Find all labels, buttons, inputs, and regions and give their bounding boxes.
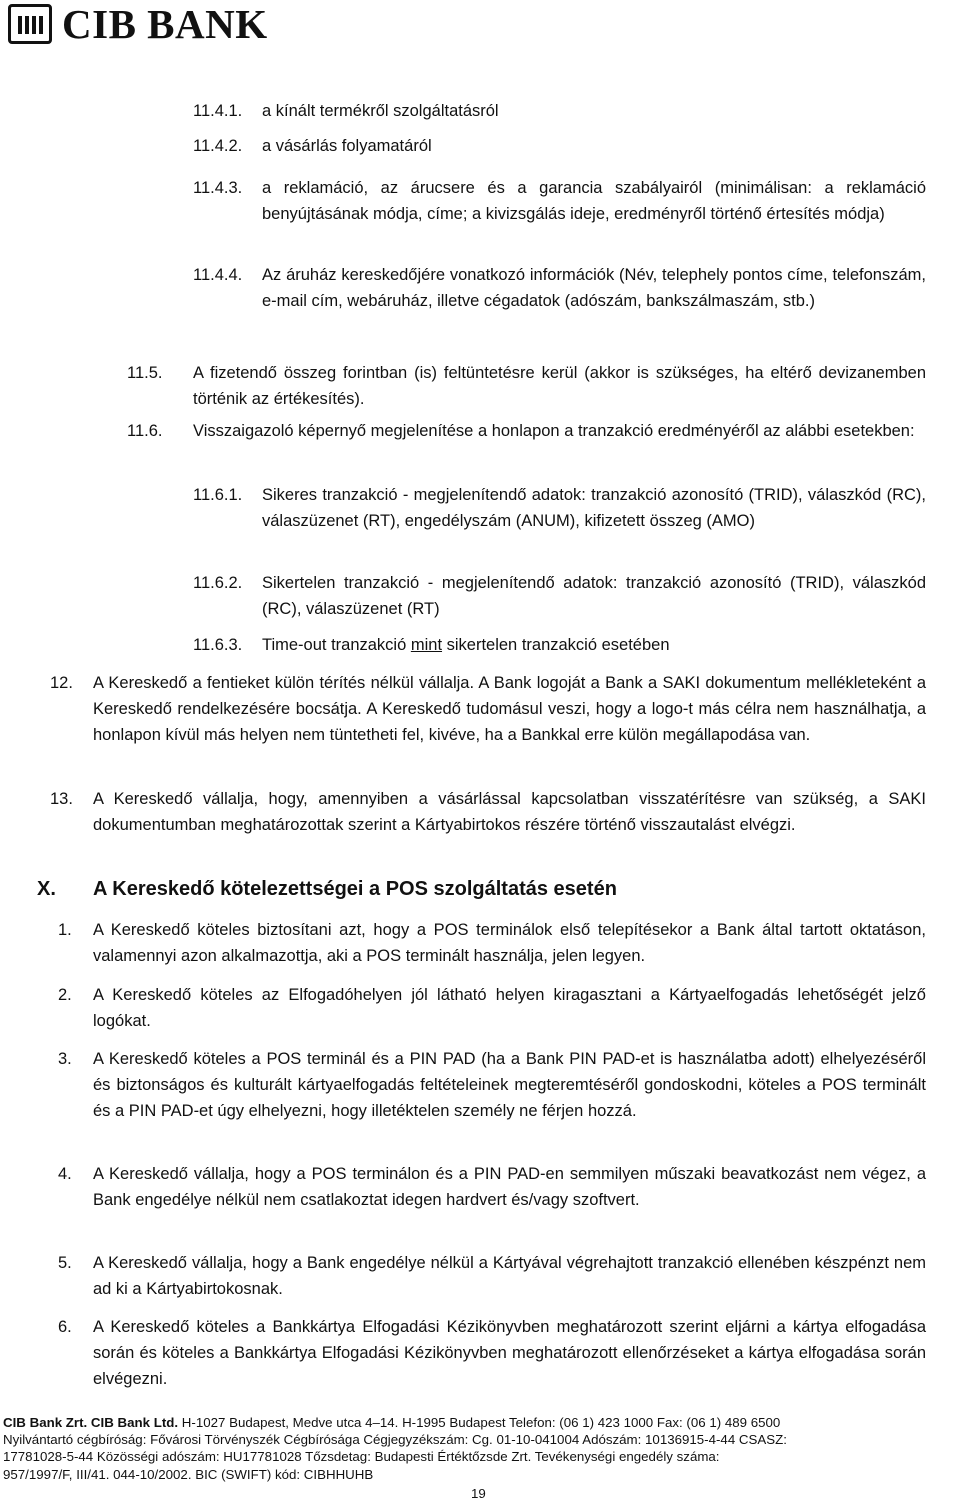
list-item-text: A Kereskedő köteles a Bankkártya Elfogadási Kézikönyvben meghatározott szerint eljárni a kártya elfogadása során és köteles a Bankkártya Elfogadási Kézikönyvben meghatározott ellenőrzéseket a kártya elfogadása során elvégezni. <box>93 1318 926 1388</box>
list-item-text: A Kereskedő vállalja, hogy a Bank engedélye nélkül a Kártyával végrehajtott tranzakció ellenében készpénzt nem ad ki a Kártyabirtokosnak. <box>93 1254 926 1298</box>
bank-logo <box>8 2 268 46</box>
item-number: 11.6. <box>127 422 163 440</box>
item-text-after: sikertelen tranzakció esetében <box>442 636 670 654</box>
footer-line-4: 957/1997/F, III/41. 044-10/2002. BIC (SWIFT) kód: CIBHHUHB <box>3 1466 374 1482</box>
item-number: 11.4.4. <box>193 266 243 284</box>
list-item-number: 1. <box>58 921 72 939</box>
item-number: 11.6.3. <box>193 636 243 654</box>
list-item-text: A Kereskedő köteles a POS terminál és a PIN PAD (ha a Bank PIN PAD-et is használatba adott) elhelyezéséről és biztonságos és kulturált kártyaelfogadás feltételeinek megteremtéséről gondoskodni, köteles a POS terminált és a PIN PAD-et úgy elhelyezni, hogy illetéktelen személy ne férjen hozzá. <box>93 1050 926 1120</box>
page-number: 19 <box>471 1486 486 1501</box>
item-number: 13. <box>50 790 73 808</box>
item-text-before: Time-out tranzakció <box>262 636 411 654</box>
list-item-text: A Kereskedő köteles az Elfogadóhelyen jól látható helyen kiragasztani a Kártyaelfogadás lehetőségét jelző logókat. <box>93 986 926 1030</box>
list-item-number: 5. <box>58 1254 72 1272</box>
footer-line-1 <box>0 1414 956 1431</box>
list-item-text: A Kereskedő köteles biztosítani azt, hogy a POS terminálok első telepítésekor a Bank által tartott oktatáson, valamennyi azon alkalmazottja, aki a POS terminált használja, jelen legyen. <box>93 921 926 965</box>
item-number: 12. <box>50 674 73 692</box>
item-text-underlined: mint <box>410 636 443 654</box>
item-number: 11.5. <box>127 364 163 382</box>
item-number: 11.6.2. <box>193 574 243 592</box>
list-item-text: A Kereskedő vállalja, hogy a POS terminálon és a PIN PAD-en semmilyen műszaki beavatkozást nem végez, a Bank engedélye nélkül nem csatlakoztat idegen hardvert és/vagy szoftvert. <box>93 1165 926 1209</box>
item-number: 11.4.3. <box>193 179 243 197</box>
item-number: 11.6.1. <box>193 486 243 504</box>
item-text: a kínált termékről szolgáltatásról <box>262 102 499 120</box>
item-text-span: A fizetendő összeg forintban (is) feltüntetésre kerül (akkor is szükséges, ha eltérő devizanemben történik az értékesítés). <box>193 364 926 408</box>
page-footer <box>0 1414 956 1483</box>
footer-company: CIB Bank Zrt. CIB Bank Ltd. <box>3 1415 179 1430</box>
section-title: A Kereskedő kötelezettségei a POS szolgáltatás esetén <box>93 878 617 900</box>
item-number: 11.4.1. <box>193 102 243 120</box>
item-text: a vásárlás folyamatáról <box>262 137 432 155</box>
item-text: Sikertelen tranzakció - megjelenítendő adatok: tranzakció azonosító (TRID), válaszkód (RC), válaszüzenet (RT) <box>262 574 926 618</box>
item-text: a reklamáció, az árucsere és a garancia szabályairól (minimálisan: a reklamáció benyújtásának módja, címe; a kivizsgálás ideje, eredményről történő értesítés módja) <box>262 179 926 223</box>
list-item-number: 3. <box>58 1050 72 1068</box>
section-number: X. <box>37 878 56 900</box>
footer-line-3: 17781028-5-44 Közösségi adószám: HU17781028 Tőzsdetag: Budapesti Értéktőzsde Zrt. Tevékenységi engedély száma: <box>3 1449 720 1465</box>
item-text: A Kereskedő vállalja, hogy, amennyiben a vásárlással kapcsolatban visszatérítésre van szükség, a SAKI dokumentumban meghatározottak szerint a Kártyabirtokos részére történő visszautalást elvégzi. <box>93 790 926 834</box>
footer-address: H-1027 Budapest, Medve utca 4–14. H-1995 Budapest Telefon: (06 1) 423 1000 Fax: (06 1) 489 6500 <box>178 1415 781 1430</box>
list-item-number: 6. <box>58 1318 72 1336</box>
item-text: A Kereskedő a fentieket külön térítés nélkül vállalja. A Bank logoját a Bank a SAKI dokumentum mellékleteként a Kereskedő rendelkezésére bocsátja. A Kereskedő tudomásul veszi, hogy a logo-t más célra nem használhatja, a honlapon kívül más helyen nem tüntetheti fel, kivéve, ha a Bankkal erre külön megállapodása van. <box>93 674 926 744</box>
item-text <box>193 360 926 412</box>
footer-line-2: Nyilvántartó cégbíróság: Fővárosi Törvényszék Cégbírósága Cégjegyzékszám: Cg. 01-10-041004 Adószám: 10136915-4-44 CSASZ: <box>3 1432 787 1448</box>
item-text: Sikeres tranzakció - megjelenítendő adatok: tranzakció azonosító (TRID), válaszkód (RC), válaszüzenet (RT), engedélyszám (ANUM), kifizetett összeg (AMO) <box>262 486 926 530</box>
item-text: Visszaigazoló képernyő megjelenítése a honlapon a tranzakció eredményéről az alábbi esetekben: <box>193 422 915 440</box>
bank-building-icon <box>8 4 52 44</box>
list-item-number: 4. <box>58 1165 72 1183</box>
item-text: Az áruház kereskedőjére vonatkozó információk (Név, telephely pontos címe, telefonszám, e-mail cím, webáruház, illetve cégadatok (adószám, bankszálmaszám, stb.) <box>262 266 926 310</box>
item-text <box>262 632 926 658</box>
item-number: 11.4.2. <box>193 137 243 155</box>
logo-text: CIB BANK <box>62 1 268 47</box>
list-item-number: 2. <box>58 986 72 1004</box>
